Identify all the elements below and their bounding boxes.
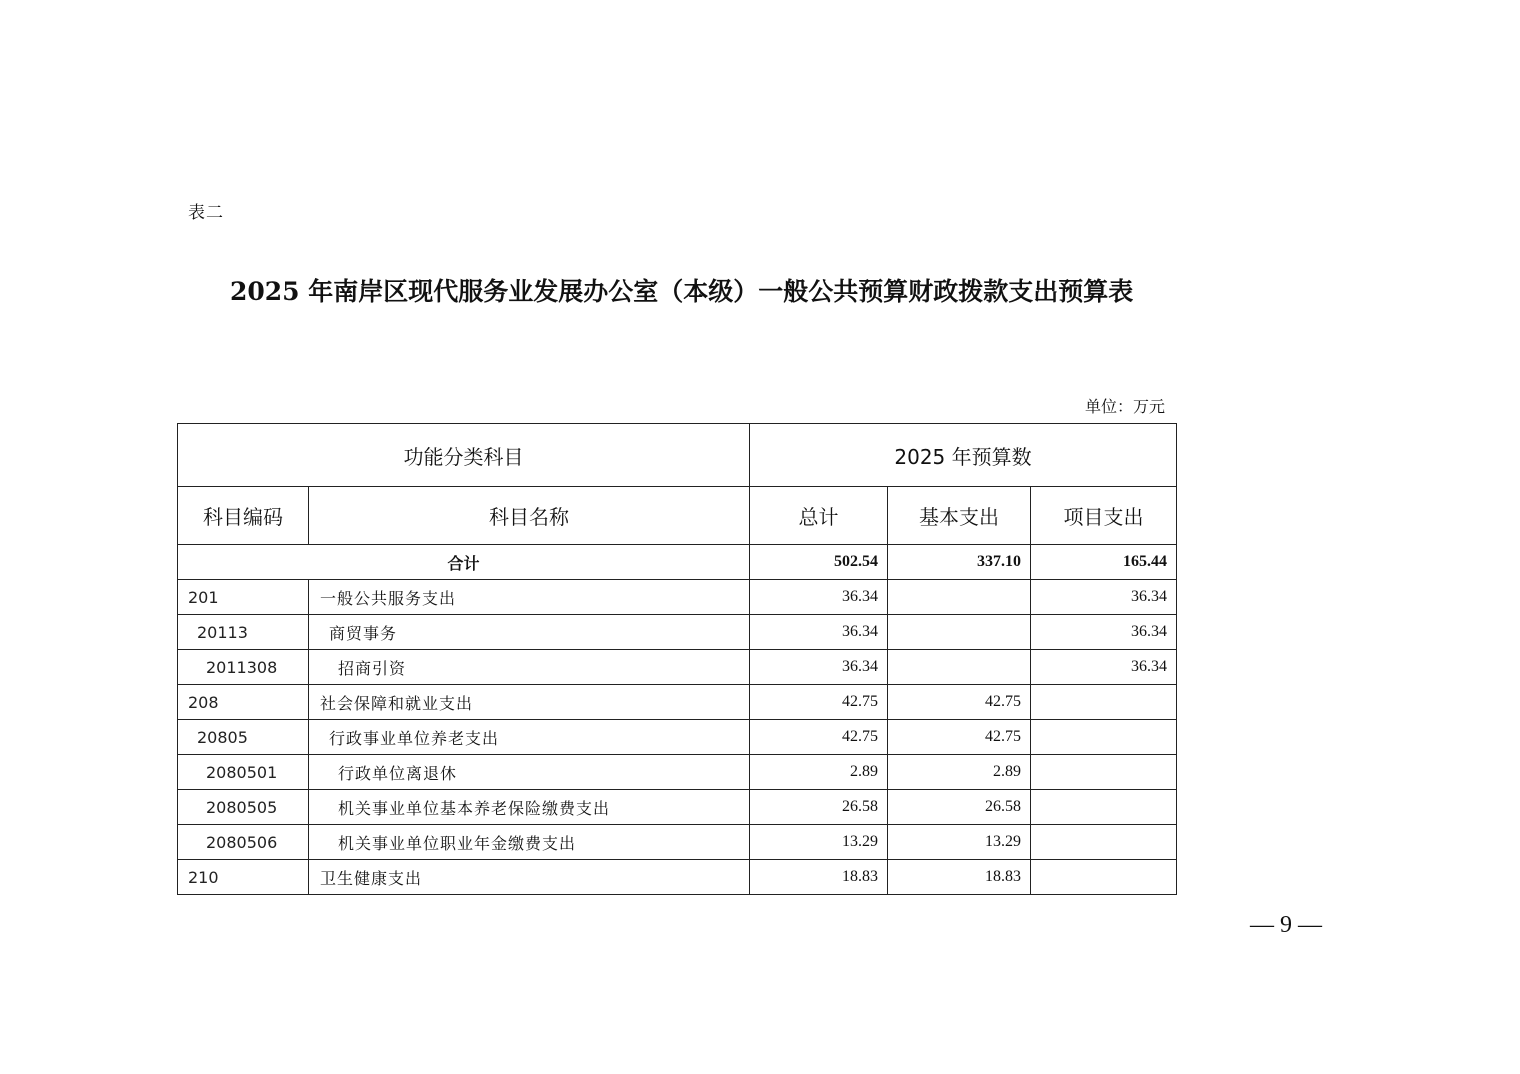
row-name: 行政事业单位养老支出 [309,720,750,755]
row-basic: 18.83 [888,860,1031,895]
table-row [178,790,1177,825]
budget-table [177,423,1177,895]
row-basic [888,615,1031,650]
row-project [1031,685,1177,720]
code-column-header: 科目编码 [178,487,309,545]
row-basic: 13.29 [888,825,1031,860]
row-basic: 2.89 [888,755,1031,790]
row-project [1031,860,1177,895]
column-header-row [178,487,1177,545]
table-row [178,720,1177,755]
row-basic [888,650,1031,685]
group-header-row [178,424,1177,487]
row-name: 社会保障和就业支出 [309,685,750,720]
total-row [178,545,1177,580]
row-name: 招商引资 [309,650,750,685]
row-name: 机关事业单位职业年金缴费支出 [309,825,750,860]
row-name: 商贸事务 [309,615,750,650]
functional-classification-header: 功能分类科目 [178,424,750,487]
row-total: 36.34 [750,580,888,615]
total-row-basic: 337.10 [888,545,1031,580]
document-title: 2025 年南岸区现代服务业发展办公室（本级）一般公共预算财政拨款支出预算表 [230,277,1134,306]
row-total: 42.75 [750,720,888,755]
row-basic: 42.75 [888,720,1031,755]
name-column-header: 科目名称 [309,487,750,545]
table-row [178,580,1177,615]
row-name: 行政单位离退休 [309,755,750,790]
table-label: 表二 [188,203,224,223]
row-code: 208 [178,685,309,720]
row-basic [888,580,1031,615]
row-basic: 42.75 [888,685,1031,720]
row-total: 26.58 [750,790,888,825]
row-total: 13.29 [750,825,888,860]
row-code: 201 [178,580,309,615]
row-name: 卫生健康支出 [309,860,750,895]
budget-2025-header: 2025 年预算数 [750,424,1177,487]
total-row-project: 165.44 [1031,545,1177,580]
row-project [1031,720,1177,755]
total-row-total: 502.54 [750,545,888,580]
row-code: 210 [178,860,309,895]
row-total: 42.75 [750,685,888,720]
row-project [1031,825,1177,860]
row-basic: 26.58 [888,790,1031,825]
row-project: 36.34 [1031,580,1177,615]
row-project: 36.34 [1031,650,1177,685]
row-code: 2011308 [178,650,309,685]
row-total: 18.83 [750,860,888,895]
row-project [1031,755,1177,790]
row-code: 20805 [178,720,309,755]
row-code: 2080501 [178,755,309,790]
row-code: 20113 [178,615,309,650]
row-code: 2080506 [178,825,309,860]
table-row [178,685,1177,720]
total-row-label: 合计 [178,545,750,580]
table-row [178,755,1177,790]
table-row [178,615,1177,650]
row-name: 一般公共服务支出 [309,580,750,615]
page-number: — 9 — [1250,912,1322,938]
row-total: 36.34 [750,615,888,650]
total-column-header: 总计 [750,487,888,545]
table-row [178,825,1177,860]
basic-column-header: 基本支出 [888,487,1031,545]
row-project: 36.34 [1031,615,1177,650]
row-name: 机关事业单位基本养老保险缴费支出 [309,790,750,825]
row-project [1031,790,1177,825]
project-column-header: 项目支出 [1031,487,1177,545]
table-row [178,860,1177,895]
table-row [178,650,1177,685]
row-code: 2080505 [178,790,309,825]
row-total: 2.89 [750,755,888,790]
row-total: 36.34 [750,650,888,685]
unit-label: 单位：万元 [1084,397,1165,416]
